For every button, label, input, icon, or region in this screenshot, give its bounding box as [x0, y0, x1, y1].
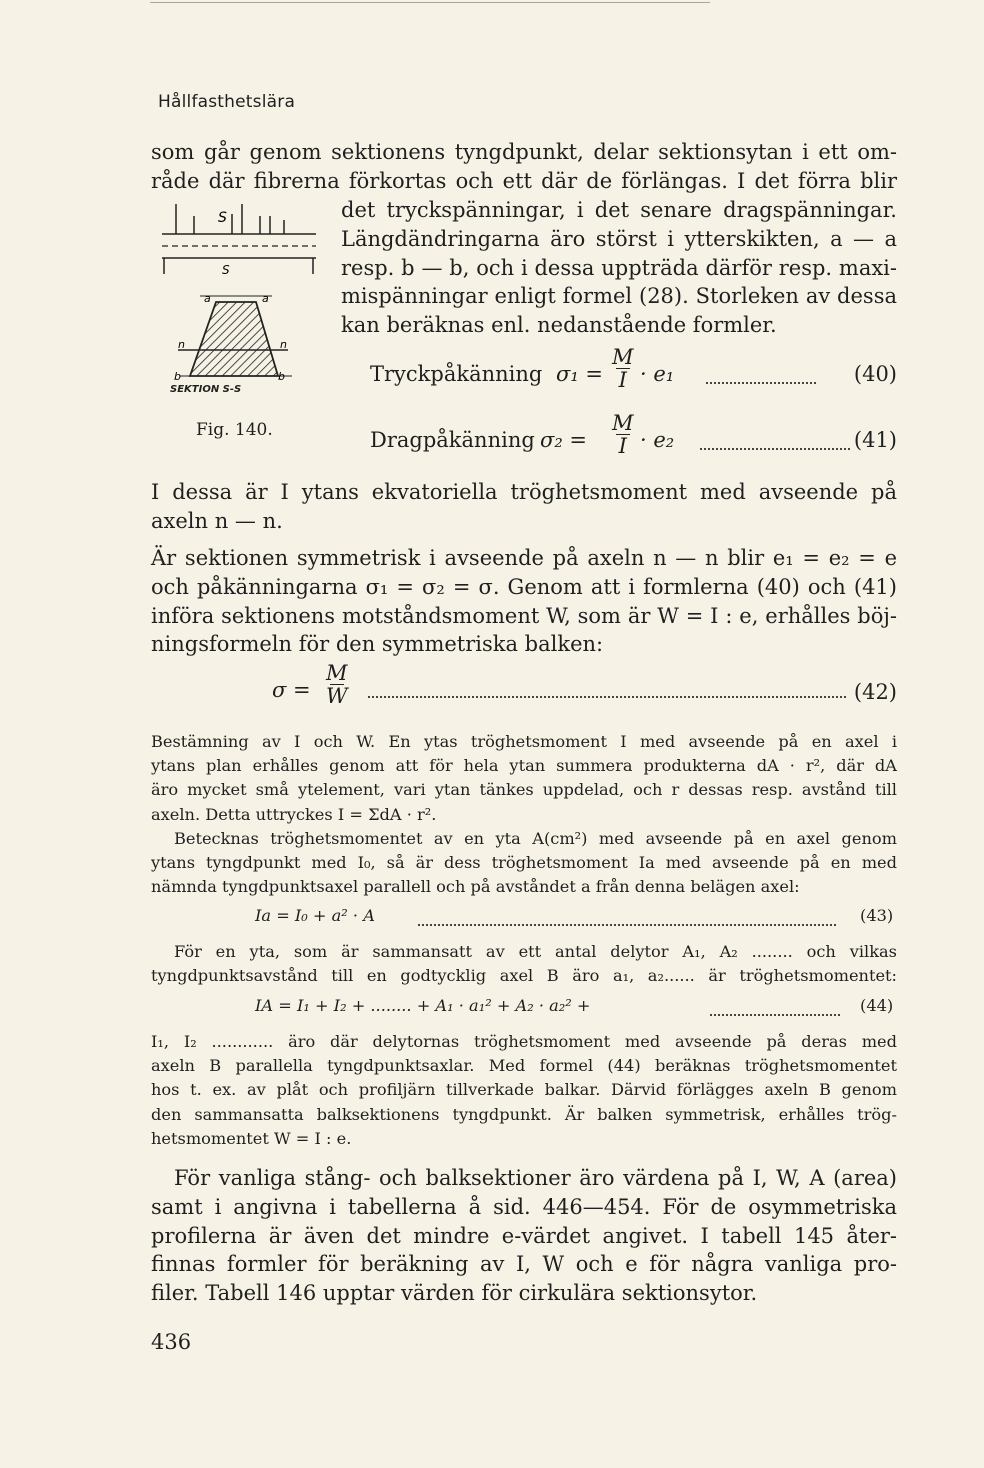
text-line: resp. b — b, och i dessa uppträda därför resp. maxi-: [341, 255, 897, 280]
text-line: tyngdpunktsavstånd till en godtycklig axel B äro a₁, a₂...... är tröghetsmomentet:: [151, 966, 897, 985]
numerator: M: [612, 345, 634, 369]
numerator: M: [612, 411, 634, 435]
equation-number: (43): [860, 906, 894, 925]
svg-text:b: b: [174, 370, 181, 383]
formula-41: [370, 412, 897, 472]
leader-dots: [706, 382, 816, 384]
equation-number: (42): [853, 680, 897, 704]
formula-42: [272, 662, 897, 722]
text-line: nämnda tyngdpunktsaxel parallell och på avståndet a från denna belägen axel:: [151, 877, 800, 897]
text-line: För en yta, som är sammansatt av ett antal delytor A₁, A₂ ........ och vilkas: [174, 942, 897, 961]
formula-lhs: σ =: [272, 678, 311, 702]
equation-number: (41): [853, 428, 897, 452]
formula-label: Tryckpåkänning: [370, 362, 543, 386]
text-line: I₁, I₂ ............ äro där delytornas tröghetsmoment med avseende på deras med: [151, 1032, 897, 1051]
text-line: hetsmomentet W = I : e.: [151, 1128, 352, 1148]
text-line: Är sektionen symmetrisk i avseende på axeln n — n blir e₁ = e₂ = e: [151, 546, 897, 570]
formula-rhs: · e₂: [640, 428, 675, 452]
paragraph-inertia: [151, 478, 897, 536]
formula-label: Dragpåkänning: [370, 428, 535, 452]
text-line: filer. Tabell 146 upptar värden för cirkulära sektionsytor.: [151, 1281, 758, 1306]
small-print-composite: [174, 940, 897, 964]
svg-text:n: n: [280, 338, 287, 351]
formula-40: [370, 346, 897, 406]
leader-dots: [368, 696, 846, 698]
svg-text:n: n: [178, 338, 185, 351]
leader-dots: [710, 1014, 840, 1016]
denominator: I: [618, 368, 627, 392]
text-line: råde där fibrerna förkortas och ett där de förlängas. I det förra blir: [151, 168, 897, 193]
text-line: I dessa är I ytans ekvatoriella tröghetsmoment med avseende på: [151, 480, 897, 504]
text-line: ytans plan erhålles genom att för hela ytan summera produkterna dA · r², där dA: [151, 756, 897, 776]
svg-text:a: a: [204, 292, 211, 305]
text-line: införa sektionens motståndsmoment W, som är W = I : e, erhålles böj-: [151, 603, 897, 628]
paragraph-wrap: [341, 196, 897, 340]
paragraph-tables-first: [174, 1164, 897, 1193]
formula-43: Ia = I₀ + a² · A: [255, 906, 375, 925]
text-line: För vanliga stång- och balksektioner äro värdena på I, W, A (area): [174, 1166, 897, 1190]
formula-44: IA = I₁ + I₂ + ........ + A₁ · a₁² + A₂ · a₂² +: [255, 996, 591, 1015]
text-line: som går genom sektionens tyngdpunkt, delar sektionsytan i ett om-: [151, 140, 897, 164]
formula-fraction: [326, 662, 348, 707]
text-line: Bestämning av I och W. En ytas tröghetsmoment I med avseende på en axel i: [151, 732, 897, 751]
text-line: och påkänningarna σ₁ = σ₂ = σ. Genom att i formlerna (40) och (41): [151, 574, 897, 599]
svg-text:S: S: [218, 210, 227, 226]
formula-fraction: [612, 412, 634, 457]
text-line: Längdändringarna äro störst i ytterskikten, a — a: [341, 226, 897, 251]
formula-lhs: σ₂ =: [540, 428, 588, 452]
text-line: äro mycket små ytelement, vari ytan tänkes uppdelad, och r dessas resp. avstånd till: [151, 780, 897, 800]
equation-number: (40): [853, 362, 897, 386]
page-number: 436: [151, 1330, 192, 1354]
paragraph-intro: [151, 138, 897, 196]
text-line: ytans tyngdpunkt med I₀, så är dess tröghetsmoment Ia med avseende på en med: [151, 853, 897, 872]
denominator: I: [618, 434, 627, 458]
text-line: finnas formler för beräkning av I, W och e för några vanliga pro-: [151, 1252, 897, 1277]
svg-text:b: b: [278, 370, 285, 383]
text-line: Betecknas tröghetsmomentet av en yta A(cm²) med avseende på en axel genom: [174, 829, 897, 848]
svg-text:a: a: [262, 292, 269, 305]
equation-number: (44): [860, 996, 894, 1015]
text-line: axeln B parallella tyngdpunktsaxlar. Med formel (44) beräknas tröghetsmomentet: [151, 1056, 897, 1076]
denominator: W: [326, 684, 348, 708]
running-header: Hållfasthetslära: [158, 92, 296, 112]
text-line: den sammansatta balksektionens tyngdpunkt. Är balken symmetrisk, erhålles trög-: [151, 1104, 897, 1124]
text-line: axeln. Detta uttryckes I = ΣdA · r².: [151, 804, 437, 824]
text-line: kan beräknas enl. nedanstående formler.: [341, 313, 777, 338]
formula-fraction: [612, 346, 634, 391]
leader-dots: [700, 448, 850, 450]
text-line: mispänningar enligt formel (28). Storleken av dessa: [341, 284, 897, 309]
formula-rhs: · e₁: [640, 362, 675, 386]
text-line: ningsformeln för den symmetriska balken:: [151, 632, 604, 657]
formula-lhs: σ₁ =: [556, 362, 604, 386]
text-line: samt i angivna i tabellerna å sid. 446—454. För de osymmetriska: [151, 1194, 897, 1219]
leader-dots: [418, 924, 836, 926]
text-line: profilerna är även det mindre e-värdet angivet. I tabell 145 åter-: [151, 1223, 897, 1248]
figure-caption: Fig. 140.: [196, 420, 273, 440]
figure-140-section-diagram: [160, 200, 320, 450]
small-print-parallel-axis-cont: [151, 851, 897, 899]
figure-section-label: SEKTION S-S: [170, 384, 242, 395]
text-line: axeln n — n.: [151, 508, 283, 533]
small-print-component-moments: [151, 1030, 897, 1151]
numerator: M: [326, 661, 348, 685]
top-rule: [150, 2, 710, 3]
small-print-composite-cont: [151, 964, 897, 988]
small-print-determination: [151, 730, 897, 827]
paragraph-symmetric: [151, 544, 897, 659]
text-line: hos t. ex. av plåt och profiljärn tillverkade balkar. Därvid förlägges axeln B genom: [151, 1080, 897, 1100]
small-print-parallel-axis: [174, 827, 897, 851]
text-line: det tryckspänningar, i det senare dragspänningar.: [341, 198, 897, 222]
paragraph-tables: [151, 1193, 897, 1308]
svg-text:S: S: [222, 263, 230, 277]
